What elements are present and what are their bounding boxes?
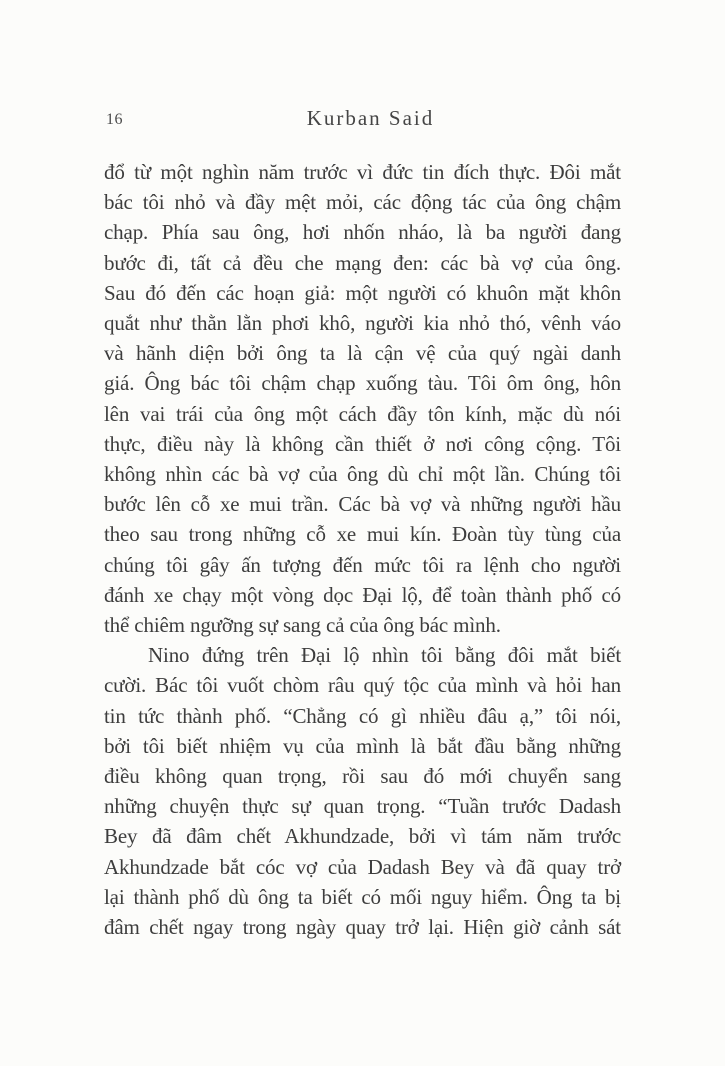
page-header <box>104 106 621 136</box>
text-line: đâm chết ngay trong ngày quay trở lại. Hiện giờ cảnh sát <box>104 915 621 940</box>
running-header-author: Kurban Said <box>306 106 435 130</box>
text-line: giá. Ông bác tôi chậm chạp xuống tàu. Tôi ôm ông, hôn <box>104 371 621 396</box>
text-line: tin tức thành phố. “Chẳng có gì nhiều đâu ạ,” tôi nói, <box>104 703 621 728</box>
text-line: lên vai trái của ông một cách đầy tôn kính, mặc dù nói <box>104 401 621 426</box>
paragraph-2 <box>104 640 621 942</box>
text-line: bởi tôi biết nhiệm vụ của mình là bắt đầu bằng những <box>104 733 621 758</box>
text-line: bác tôi nhỏ và đầy mệt mỏi, các động tác của ông chậm <box>104 190 621 215</box>
text-line: chạp. Phía sau ông, hơi nhốn nháo, là ba người đang <box>104 220 621 245</box>
text-line: thực, điều này là không cần thiết ở nơi công cộng. Tôi <box>104 431 621 456</box>
text-line: đánh xe chạy một vòng dọc Đại lộ, để toàn thành phố có <box>104 582 621 607</box>
text-line: Sau đó đến các hoạn giả: một người có khuôn mặt khôn <box>104 280 621 305</box>
paragraph-1 <box>104 157 621 640</box>
text-line: quắt như thằn lằn phơi khô, người kia nhỏ thó, vênh váo <box>104 311 621 336</box>
text-line: những chuyện thực sự quan trọng. “Tuần trước Dadash <box>104 794 621 819</box>
text-line: Bey đã đâm chết Akhundzade, bởi vì tám năm trước <box>104 824 621 849</box>
text-line: bước lên cỗ xe mui trần. Các bà vợ và những người hầu <box>104 492 621 517</box>
text-line: không nhìn các bà vợ của ông dù chỉ một lần. Chúng tôi <box>104 462 621 487</box>
text-line: chúng tôi gây ấn tượng đến mức tôi ra lệnh cho người <box>104 552 621 577</box>
page-number: 16 <box>106 111 123 128</box>
text-line: bước đi, tất cả đều che mạng đen: các bà vợ của ông. <box>104 250 621 275</box>
text-line: thể chiêm ngưỡng sự sang cả của ông bác mình. <box>104 613 501 638</box>
text-line: Nino đứng trên Đại lộ nhìn tôi bằng đôi mắt biết <box>148 643 621 668</box>
body-text <box>104 157 621 942</box>
text-line: cười. Bác tôi vuốt chòm râu quý tộc của mình và hỏi han <box>104 673 621 698</box>
text-line: theo sau trong những cỗ xe mui kín. Đoàn tùy tùng của <box>104 522 621 547</box>
text-line: điều không quan trọng, rồi sau đó mới chuyển sang <box>104 764 621 789</box>
text-line: lại thành phố dù ông ta biết có mối nguy hiểm. Ông ta bị <box>104 884 621 909</box>
text-line: Akhundzade bắt cóc vợ của Dadash Bey và đã quay trở <box>104 854 621 879</box>
text-line: đổ từ một nghìn năm trước vì đức tin đích thực. Đôi mắt <box>104 160 621 184</box>
text-line: và hãnh diện bởi ông ta là cận vệ của quý ngài danh <box>104 341 621 366</box>
